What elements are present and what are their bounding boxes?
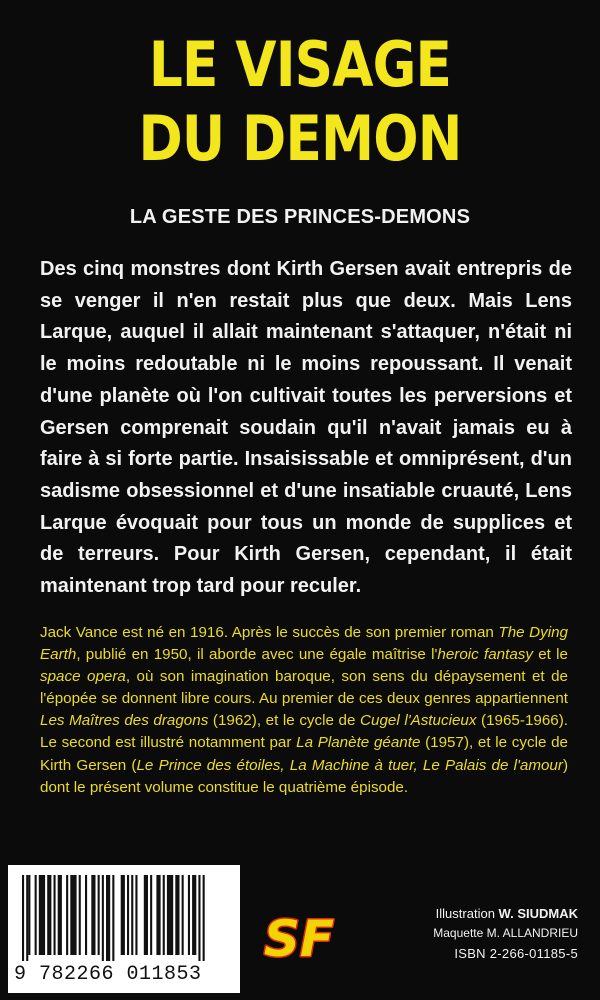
barcode-digits: 9 782266 011853 <box>14 963 202 986</box>
barcode-bar <box>127 875 129 955</box>
barcode-bar <box>91 875 95 955</box>
barcode-bar <box>121 875 125 955</box>
barcode-bar <box>58 875 62 955</box>
bio-book-title: Les Maîtres des dragons <box>40 712 209 730</box>
barcode <box>8 865 240 993</box>
barcode-bar <box>102 875 104 961</box>
bio-book-titles: Le Prince des étoiles, La Machine à tuer, Le Palais de l'amour <box>136 756 563 774</box>
barcode-bar <box>79 875 81 955</box>
barcode-bar <box>203 875 205 961</box>
barcode-bar <box>163 875 165 955</box>
barcode-bar <box>85 875 87 955</box>
illustration-credit: Illustration W. SIUDMAK <box>435 906 578 921</box>
barcode-bar <box>192 875 196 955</box>
barcode-bar <box>182 875 184 955</box>
sf-logo-text: SF <box>263 910 335 968</box>
illustrator-name: W. SIUDMAK <box>498 906 578 921</box>
title-line-1: LE VISAGE <box>148 28 452 101</box>
book-title <box>42 28 558 176</box>
blurb-text: Des cinq monstres dont Kirth Gersen avait entrepris de se venger il n'en restait plus que deux. Mais Lens Larque, auquel il allait maintenant s'attaquer, n'était ni le moins redoutable ni le moins repoussant. Il venait d'une planète où l'on cultivait toutes les perversions et Gersen comprenait soudain qu'il n'avait jamais eu à faire à si forte partie. Insaisissable et omniprésent, d'un sadisme obsessionnel et d'une insatiable cruauté, Lens Larque évoquait pour tous un monde de supplices et de terreurs. Pour Kirth Gersen, cependant, il était maintenant trop tard pour reculer. <box>40 258 572 598</box>
maquette-credit: Maquette M. ALLANDRIEU <box>433 926 578 940</box>
barcode-bar <box>131 875 133 955</box>
bio-genre: space opera <box>40 668 126 686</box>
barcode-bar <box>54 875 56 955</box>
bio-text: , où son imagination baroque, son sens du dépaysement et de l'épopée se donnent libre cours. Au premier de ces deux genres appartiennent <box>40 668 568 708</box>
barcode-bar <box>66 875 68 955</box>
bio-text: (1962), et le cycle de <box>208 712 361 730</box>
bio-genre: heroic fantasy <box>437 646 533 664</box>
barcode-bar <box>26 875 28 961</box>
bio-text: ) dont le présent volume constitue le quatrième épisode. <box>40 756 568 796</box>
barcode-bar <box>28 875 30 955</box>
barcode-bar <box>144 875 148 955</box>
title-line-2: DU DEMON <box>138 102 462 175</box>
bio-text: (1957), et le cycle de Kirth Gersen ( <box>40 734 569 774</box>
bio-text: , publié en 1950, il aborde avec une égale maîtrise l' <box>76 646 438 664</box>
barcode-bar <box>47 875 51 955</box>
barcode-bar <box>70 875 76 955</box>
barcode-bar <box>150 875 152 955</box>
author-bio <box>40 622 568 799</box>
barcode-bar <box>39 875 45 955</box>
bio-text: et le <box>532 646 568 664</box>
bio-book-title: The Dying Earth <box>40 624 568 664</box>
credits <box>318 905 578 965</box>
barcode-bar <box>167 875 173 955</box>
barcode-bar <box>106 875 110 961</box>
barcode-bar <box>198 875 200 961</box>
barcode-bar <box>135 875 137 955</box>
bio-book-title: Cugel l'Astucieux <box>360 712 477 730</box>
barcode-bar <box>112 875 114 961</box>
barcode-bar <box>156 875 160 955</box>
bio-book-title: La Planète géante <box>296 734 421 752</box>
series-title: LA GESTE DES PRINCES-DEMONS <box>129 206 471 228</box>
barcode-bar <box>35 875 37 955</box>
bio-text: Jack Vance est né en 1916. Après le succès de son premier roman <box>40 624 499 641</box>
isbn: ISBN 2-266-01185-5 <box>454 946 578 961</box>
barcode-bar <box>22 875 24 961</box>
barcode-bar <box>98 875 100 955</box>
barcode-bar <box>175 875 179 955</box>
bio-text: (1965-1966). Le second est illustré notamment par <box>40 712 569 752</box>
barcode-bar <box>188 875 190 955</box>
barcode-bars <box>18 875 230 961</box>
